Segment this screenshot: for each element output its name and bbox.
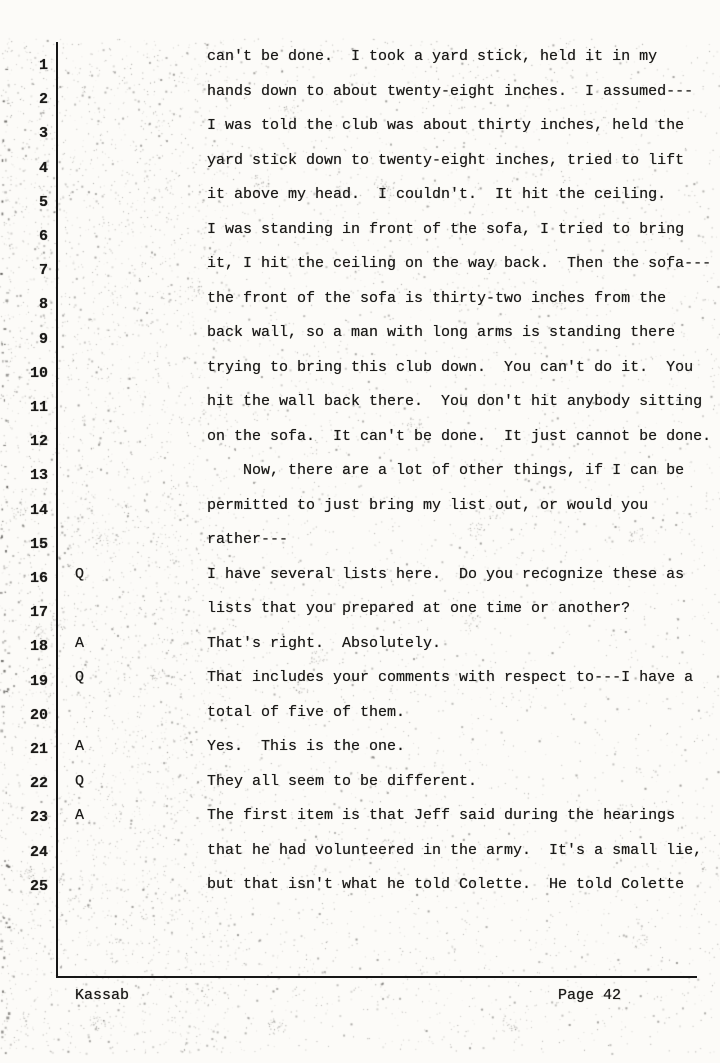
transcript-line [0, 48, 720, 72]
transcript-line [0, 186, 720, 210]
line-number: 15 [29, 535, 48, 553]
line-text: trying to bring this club down. You can't do it. You [207, 358, 694, 376]
line-text: lists that you prepared at one time or another? [207, 600, 631, 617]
line-number: 17 [29, 604, 48, 622]
line-text: permitted to just bring my list out, or would you [207, 496, 649, 514]
speaker-marker: A [75, 634, 85, 652]
transcript-line [0, 635, 720, 659]
line-number: 13 [29, 467, 48, 485]
footer-page-number: Page 42 [558, 987, 622, 1004]
line-number: 14 [29, 501, 48, 519]
transcript-line [0, 669, 720, 693]
line-number: 6 [38, 228, 48, 245]
transcript-line [0, 462, 720, 486]
line-number: 3 [38, 125, 48, 143]
line-number: 4 [38, 159, 48, 177]
line-text: Now, there are a lot of other things, if I can be [207, 462, 685, 479]
line-number: 11 [29, 399, 48, 416]
line-text: hands down to about twenty-eight inches. I assumed--- [207, 82, 694, 100]
transcript-line [0, 566, 720, 590]
speaker-marker: Q [75, 565, 85, 583]
line-number: 18 [29, 638, 48, 656]
transcript-line [0, 807, 720, 831]
line-text: but that isn't what he told Colette. He told Colette [207, 876, 685, 893]
transcript-line [0, 117, 720, 141]
line-number: 20 [29, 706, 48, 724]
line-text: can't be done. I took a yard stick, held it in my [207, 48, 658, 65]
transcript-line [0, 600, 720, 624]
line-number: 25 [29, 877, 48, 895]
line-text: it above my head. I couldn't. It hit the ceiling. [207, 186, 667, 203]
line-number: 1 [38, 57, 48, 74]
line-text: rather--- [207, 531, 289, 548]
line-text: The first item is that Jeff said during the hearings [207, 807, 676, 824]
transcript-line [0, 83, 720, 107]
line-text: it, I hit the ceiling on the way back. Then the sofa--- [207, 255, 712, 272]
line-text: the front of the sofa is thirty-two inches from the [207, 289, 667, 307]
line-text: That's right. Absolutely. [207, 634, 442, 652]
line-text: I was told the club was about thirty inches, held the [207, 117, 685, 134]
line-text: on the sofa. It can't be done. It just cannot be done. [207, 427, 712, 445]
line-text: back wall, so a man with long arms is standing there [207, 324, 676, 341]
transcript-line [0, 428, 720, 452]
line-text: yard stick down to twenty-eight inches, tried to lift [207, 151, 685, 169]
speaker-marker: Q [75, 772, 85, 790]
speaker-marker: A [75, 738, 85, 755]
line-text: That includes your comments with respect to---I have a [207, 669, 694, 686]
transcript-line [0, 393, 720, 417]
line-number: 19 [29, 672, 48, 690]
line-number: 12 [29, 433, 48, 451]
line-text: I was standing in front of the sofa, I tried to bring [207, 220, 685, 238]
transcript-line [0, 255, 720, 279]
transcript-line [0, 221, 720, 245]
line-text: total of five of them. [207, 703, 406, 721]
transcript-line [0, 290, 720, 314]
line-text: that he had volunteered in the army. It's a small lie, [207, 841, 703, 859]
line-number: 9 [38, 330, 48, 348]
line-text: They all seem to be different. [207, 772, 478, 790]
line-number: 8 [38, 296, 48, 314]
transcript-line [0, 842, 720, 866]
line-number: 10 [29, 364, 48, 382]
transcript-line [0, 497, 720, 521]
transcript-line [0, 773, 720, 797]
line-number: 16 [29, 570, 48, 587]
transcript-line [0, 876, 720, 900]
transcript-line [0, 531, 720, 555]
footer-horizontal-rule [56, 976, 697, 978]
transcript-line [0, 152, 720, 176]
line-number: 24 [29, 843, 48, 861]
transcript-line [0, 704, 720, 728]
line-text: hit the wall back there. You don't hit anybody sitting [207, 393, 703, 410]
line-number: 5 [38, 193, 48, 211]
line-number: 7 [38, 262, 48, 280]
line-number: 22 [29, 775, 48, 793]
speaker-marker: Q [75, 669, 85, 686]
transcript-line [0, 359, 720, 383]
line-number: 23 [29, 809, 48, 827]
line-text: Yes. This is the one. [207, 738, 406, 755]
transcript-line [0, 738, 720, 762]
transcript-line [0, 324, 720, 348]
line-text: I have several lists here. Do you recognize these as [207, 565, 685, 583]
line-number: 2 [38, 91, 48, 109]
footer-witness-name: Kassab [75, 987, 130, 1004]
line-number: 21 [29, 741, 48, 758]
speaker-marker: A [75, 807, 85, 824]
